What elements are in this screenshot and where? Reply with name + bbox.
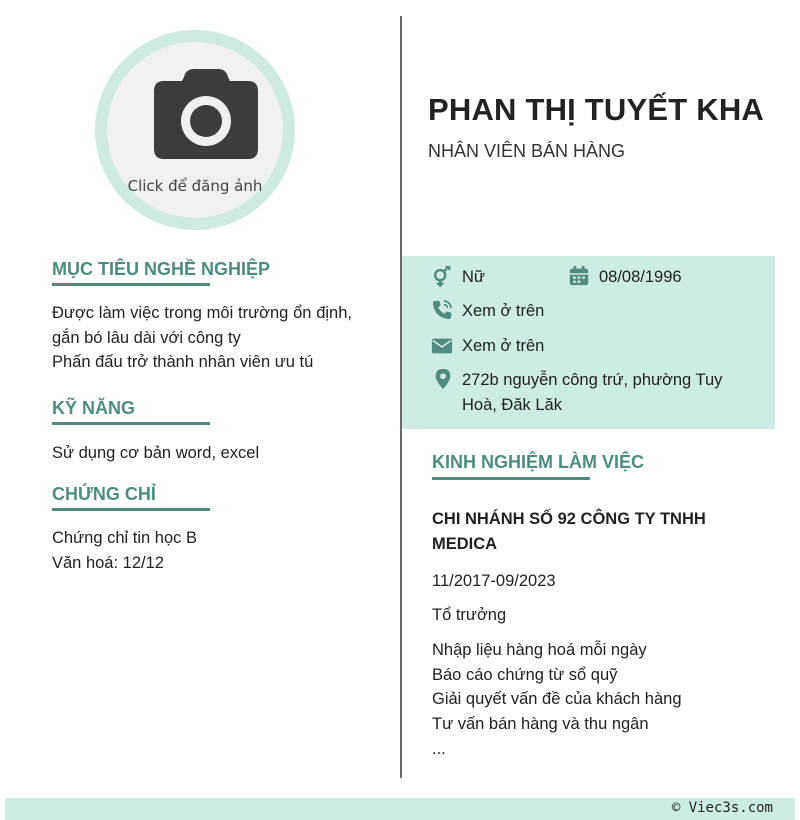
skill-line: Sử dụng cơ bản word, excel (52, 444, 260, 462)
certificates-heading (52, 484, 210, 511)
duty-line: ... (432, 740, 446, 758)
duty-line: Tư vấn bán hàng và thu ngân (432, 715, 649, 733)
experience-title: KINH NGHIỆM LÀM VIỆC (432, 452, 645, 472)
email-value: Xem ở trên (462, 337, 545, 355)
calendar-icon (568, 265, 590, 287)
photo-placeholder[interactable] (107, 42, 283, 218)
employment-period: 11/2017-09/2023 (432, 572, 556, 590)
objective-line: Được làm việc trong môi trường ổn định, gắn bó lâu dài với công ty (52, 304, 352, 347)
company-name: CHI NHÁNH SỐ 92 CÔNG TY TNHH MEDICA (432, 510, 706, 553)
certificates-title: CHỨNG CHỈ (52, 484, 156, 504)
objective-line: Phấn đấu trở thành nhân viên ưu tú (52, 353, 314, 371)
objective-title: MỤC TIÊU NGHỀ NGHIỆP (52, 259, 271, 279)
gender-icon (431, 266, 453, 288)
experience-underline (432, 477, 590, 480)
skills-underline (52, 422, 210, 425)
certificate-line: Chứng chỉ tin học B (52, 529, 197, 547)
phone-value: Xem ở trên (462, 302, 545, 320)
camera-icon (152, 67, 260, 162)
copyright-text: © Viec3s.com (671, 800, 773, 816)
objective-heading (52, 259, 270, 286)
skills-heading (52, 398, 210, 425)
photo-upload[interactable] (95, 30, 295, 230)
envelope-icon (431, 335, 453, 357)
gender-value: Nữ (462, 268, 485, 286)
candidate-name: PHAN THỊ TUYẾT KHA (428, 92, 764, 127)
location-pin-icon (432, 368, 454, 390)
skills-title: KỸ NĂNG (52, 398, 136, 418)
photo-upload-label: Click để đăng ảnh (127, 177, 263, 195)
address-value: 272b nguyễn công trứ, phường Tuy Hoà, Đăk Lăk (462, 371, 723, 414)
birthday-value: 08/08/1996 (599, 268, 682, 286)
duty-line: Nhập liệu hàng hoá mỗi ngày (432, 641, 647, 659)
certificates-underline (52, 508, 210, 511)
certificate-line: Văn hoá: 12/12 (52, 554, 164, 572)
phone-icon (431, 299, 453, 321)
position-title: Tổ trưởng (432, 606, 507, 624)
objective-underline (52, 283, 210, 286)
duty-line: Báo cáo chứng từ sổ quỹ (432, 666, 618, 684)
contact-info-box (402, 256, 775, 429)
duty-line: Giải quyết vấn đề của khách hàng (432, 690, 682, 708)
job-title: NHÂN VIÊN BÁN HÀNG (428, 141, 626, 161)
experience-heading (432, 452, 644, 480)
footer-bar (5, 798, 795, 820)
